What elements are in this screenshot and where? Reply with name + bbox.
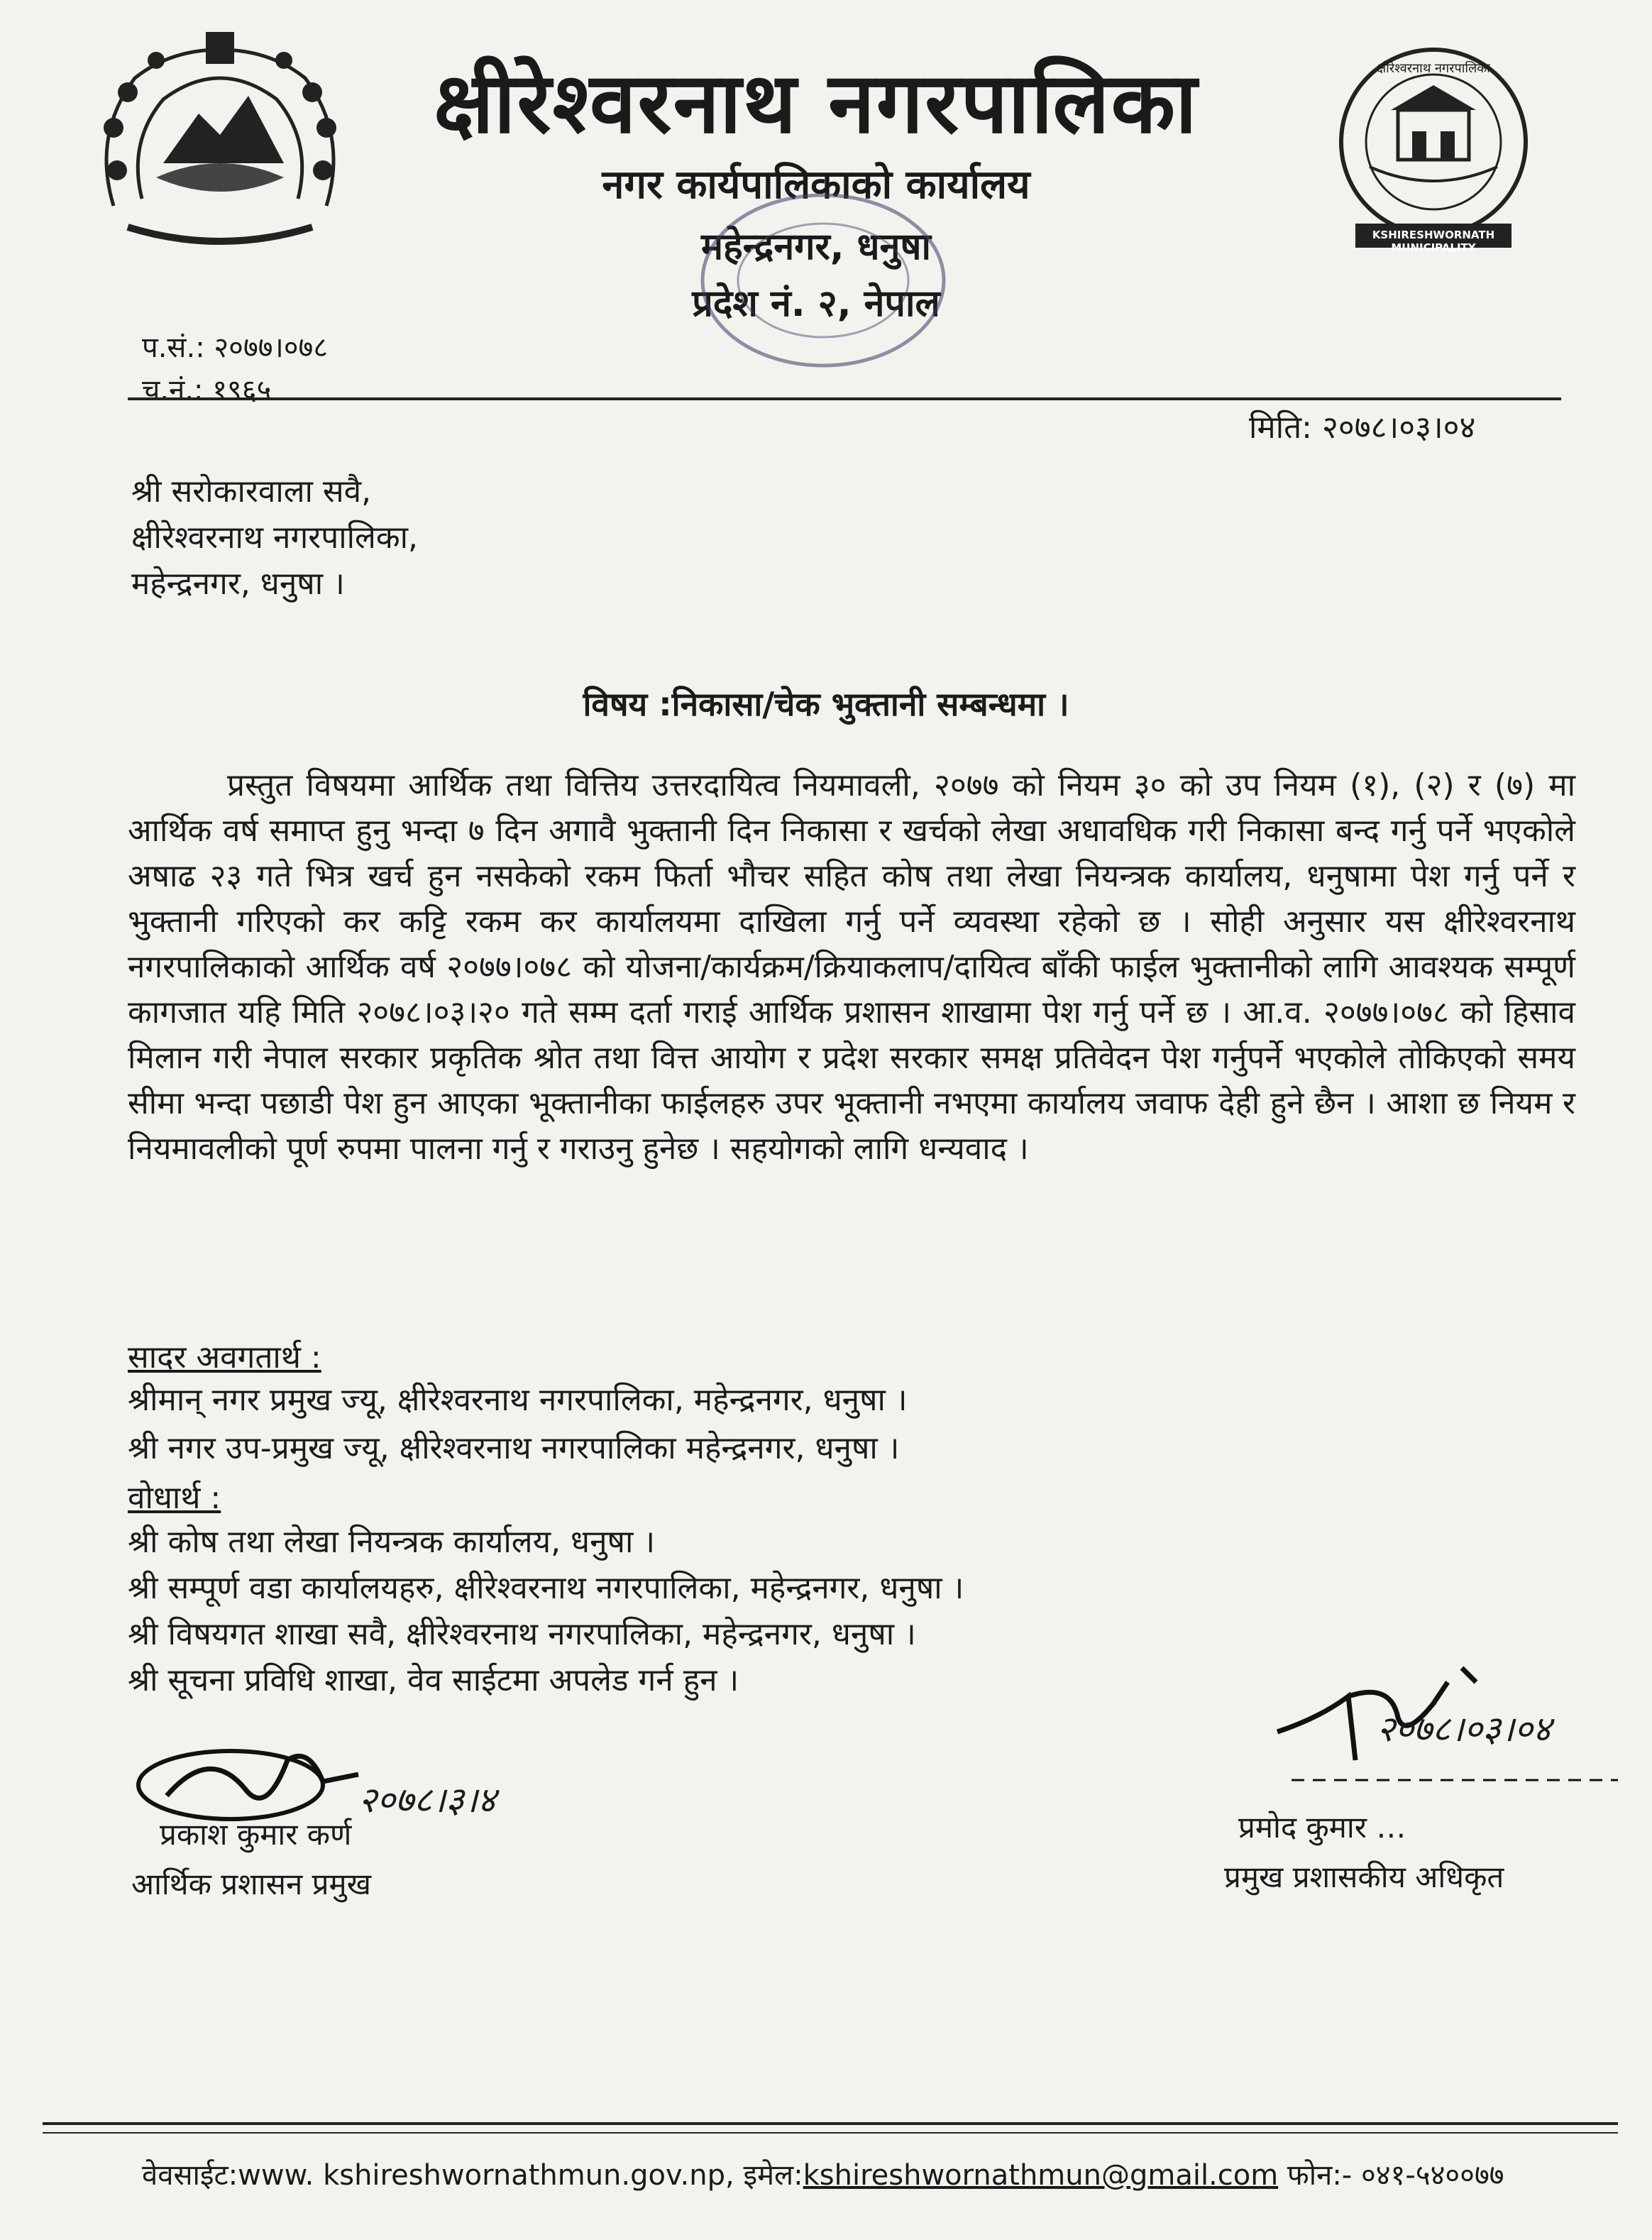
- municipality-title: क्षीरेश्वरनाथ नगरपालिका: [434, 54, 1199, 152]
- cc-list-item: श्री सूचना प्रविधि शाखा, वेव साईटमा अपलेड गर्न हुन ।: [128, 1662, 739, 1698]
- footer-divider: [43, 2122, 1618, 2125]
- office-location: महेन्द्रनगर, धनुषा: [700, 226, 931, 268]
- cc-heading-for-information: सादर अवगतार्थ :: [128, 1339, 321, 1376]
- office-stamp-icon: [674, 163, 972, 397]
- addressee-line: श्री सरोकारवाला सवै,: [131, 473, 372, 510]
- signature-right-handwritten-date: २०७८।०३।०४: [1377, 1708, 1551, 1750]
- letter-reference-cn: च.नं.: १९६५: [142, 374, 272, 407]
- cc-list-item: श्रीमान् नगर प्रमुख ज्यू, क्षीरेश्वरनाथ नगरपालिका, महेन्द्रनगर, धनुषा ।: [128, 1382, 908, 1418]
- signatory-right-name: प्रमोद कुमार …: [1238, 1810, 1406, 1845]
- header-divider: [128, 397, 1561, 400]
- office-province: प्रदेश नं. २, नेपाल: [692, 282, 940, 325]
- office-name: नगर कार्यपालिकाको कार्यालय: [602, 162, 1030, 208]
- addressee-line: महेन्द्रनगर, धनुषा ।: [131, 566, 345, 602]
- footer-email-link[interactable]: kshireshwornathmun@gmail.com: [803, 2159, 1279, 2192]
- cc-list-item: श्री विषयगत शाखा सवै, क्षीरेश्वरनाथ नगरपालिका, महेन्द्रनगर, धनुषा ।: [128, 1616, 916, 1652]
- seal-ring-text: क्षीरेश्वरनाथ नगरपालिका: [1377, 61, 1490, 76]
- cc-list-item: श्री नगर उप-प्रमुख ज्यू, क्षीरेश्वरनाथ नगरपालिका महेन्द्रनगर, धनुषा ।: [128, 1430, 900, 1466]
- nepal-emblem-icon: [85, 28, 355, 263]
- cc-heading-for-action: वोधार्थ :: [128, 1480, 221, 1516]
- signatory-left-title: आर्थिक प्रशासन प्रमुख: [131, 1867, 372, 1901]
- footer-website-label: वेवसाईट:: [142, 2159, 238, 2192]
- addressee-line: क्षीरेश्वरनाथ नगरपालिका,: [131, 520, 418, 556]
- footer-divider-thin: [43, 2132, 1618, 2134]
- cc-list-item: श्री कोष तथा लेखा नियन्त्रक कार्यालय, धनुषा ।: [128, 1524, 656, 1560]
- signature-left-handwritten-date: २०७८।३।४: [358, 1779, 496, 1821]
- cc-list-item: श्री सम्पूर्ण वडा कार्यालयहरु, क्षीरेश्वरनाथ नगरपालिका, महेन्द्रनगर, धनुषा ।: [128, 1570, 964, 1606]
- footer-website-link[interactable]: www. kshireshwornathmun.gov.np,: [238, 2159, 734, 2192]
- signatory-right-title: प्रमुख प्रशासकीय अधिकृत: [1224, 1860, 1504, 1894]
- signatory-left-name: प्रकाश कुमार कर्ण: [160, 1817, 352, 1852]
- seal-ribbon-text: KSHIRESHWORNATH MUNICIPALITY: [1372, 229, 1495, 254]
- letter-date: मिति: २०७८।०३।०४: [1249, 410, 1476, 446]
- footer-contact: [142, 2154, 1504, 2193]
- municipality-seal-icon: [1320, 43, 1547, 256]
- letter-subject: विषय :निकासा/चेक भुक्तानी सम्बन्धमा ।: [583, 685, 1069, 723]
- letter-reference-ps: प.सं.: २०७७।०७८: [142, 331, 329, 364]
- footer-email-label: इमेल:: [743, 2159, 803, 2192]
- footer-phone-label: फोन:-: [1287, 2159, 1353, 2192]
- footer-phone: ०४१-५४००७७: [1360, 2159, 1504, 2192]
- letter-body: प्रस्तुत विषयमा आर्थिक तथा वित्तिय उत्तरदायित्व नियमावली, २०७७ को नियम ३० को उप नियम (१), (२) र (७) मा आर्थिक वर्ष समाप्त हुनु भन्दा ७ दिन अगावै भुक्तानी दिन निकासा र खर्चको लेखा अधावधिक गरी निकासा बन्द गर्नु पर्ने भएकोले अषाढ २३ गते भित्र खर्च हुन नसकेको रकम फिर्ता भौचर सहित कोष तथा लेखा नियन्त्रक कार्यालय, धनुषामा पेश गर्नु पर्ने र भुक्तानी गरिएको कर कट्टि रकम कर कार्यालयमा दाखिला गर्नु पर्ने व्यवस्था रहेको छ । सोही अनुसार यस क्षीरेश्वरनाथ नगरपालिकाको आर्थिक वर्ष २०७७।०७८ को योजना/कार्यक्रम/क्रियाकलाप/दायित्व बाँकी फाईल भुक्तानीको लागि आवश्यक सम्पूर्ण कागजात यहि मिति २०७८।०३।२० गते सम्म दर्ता गराई आर्थिक प्रशासन शाखामा पेश गर्नु पर्ने छ । आ.व. २०७७।०७८ को हिसाव मिलान गरी नेपाल सरकार प्रकृतिक श्रोत तथा वित्त आयोग र प्रदेश सरकार समक्ष प्रतिवेदन पेश गर्नुपर्ने भएकोले तोकिएको समय सीमा भन्दा पछाडी पेश हुन आएका भूक्तानीका फाईलहरु उपर भूक्तानी नभएमा कार्यालय जवाफ देही हुने छैन । आशा छ नियम र नियमावलीको पूर्ण रुपमा पालना गर्नु र गराउनु हुनेछ । सहयोगको लागि धन्यवाद ।: [128, 767, 1576, 1167]
